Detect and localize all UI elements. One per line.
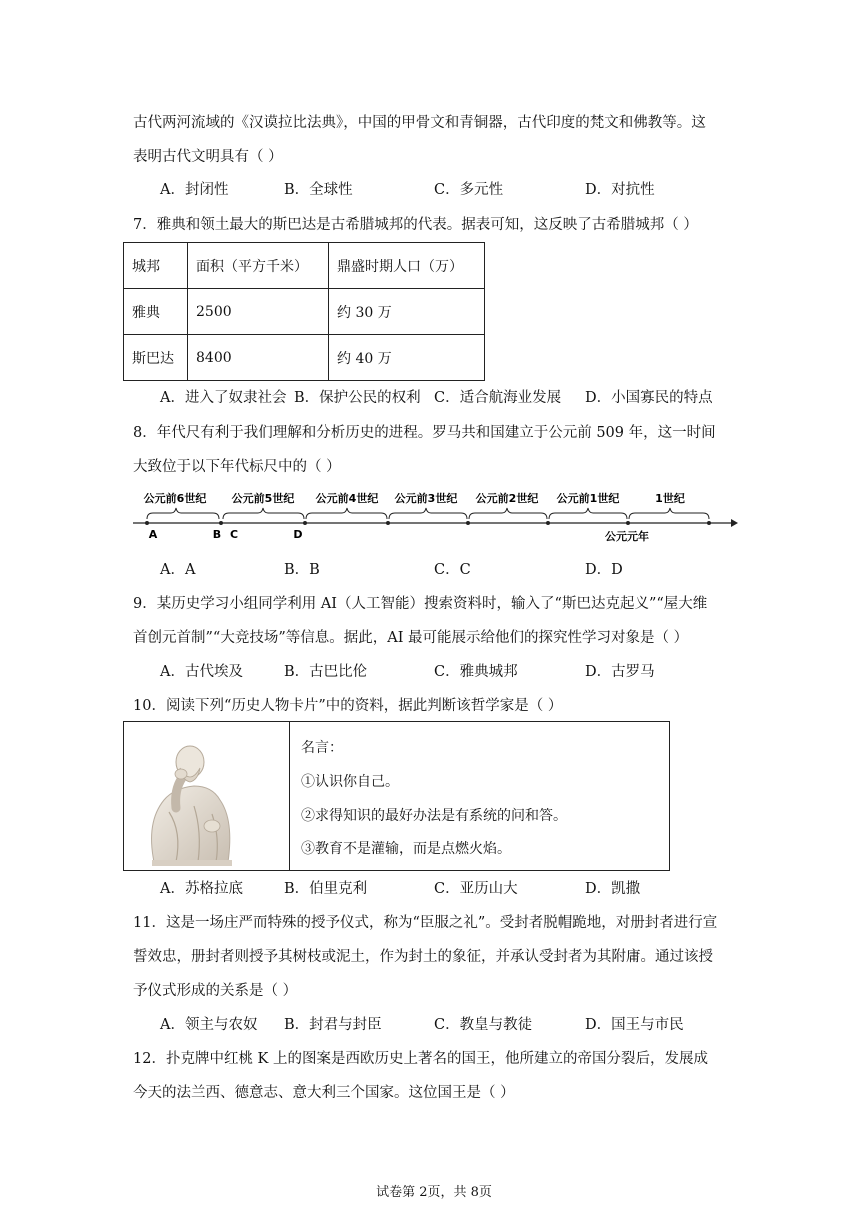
- q9-stem-line1: 9．某历史学习小组同学利用 AI（人工智能）搜索资料时，输入了“斯巴达克起义”“屋大维: [133, 596, 708, 612]
- q11-stem-line3: 予仪式形成的关系是（ ）: [133, 983, 298, 999]
- q6-option-d: D．对抗性: [585, 182, 655, 198]
- q9-option-d: D．古罗马: [585, 664, 655, 680]
- marker-a: A: [148, 528, 158, 541]
- table-cell: 约 40 万: [329, 335, 485, 381]
- century-braces: [147, 508, 709, 519]
- table-cell: 约 30 万: [329, 289, 485, 335]
- q12-stem-line1: 12．扑克牌中红桃 K 上的图案是西欧历史上著名的国王，他所建立的帝国分裂后，发展成: [133, 1051, 708, 1067]
- philosopher-statue-image: [124, 722, 289, 870]
- q8-option-d: D．D: [585, 562, 623, 578]
- q6-options: [160, 180, 760, 200]
- q11-option-d: D．国王与市民: [585, 1017, 684, 1033]
- q8-option-a: A．A: [160, 562, 196, 578]
- q8-option-b: B．B: [284, 562, 320, 578]
- philosopher-portrait-cell: [124, 722, 290, 870]
- q11-option-a: A．领主与农奴: [160, 1017, 258, 1033]
- timeline-arrow: [731, 519, 738, 527]
- century-label: 公元前3世纪: [394, 492, 458, 505]
- century-label: 公元前5世纪: [231, 492, 295, 505]
- century-label: 公元前4世纪: [315, 492, 379, 505]
- table-header-row: [124, 243, 485, 289]
- timeline-ruler: [133, 486, 738, 546]
- page-footer: 试卷第 2页，共 8页: [376, 1185, 492, 1200]
- city-table: [123, 242, 485, 381]
- q7-option-c: C．适合航海业发展: [434, 390, 562, 406]
- q7-option-a: A．进入了奴隶社会: [160, 390, 287, 406]
- q7-option-d: D．小国寡民的特点: [585, 390, 713, 406]
- marker-b: B: [212, 528, 222, 541]
- q10-option-d: D．凯撒: [585, 881, 641, 897]
- q8-option-c: C．C: [434, 562, 471, 578]
- table-cell: 斯巴达: [124, 335, 188, 381]
- q10-option-b: B．伯里克利: [284, 881, 368, 897]
- q10-options: [160, 879, 760, 899]
- table-header-cell: 城邦: [124, 243, 188, 289]
- epoch-label: 公元元年: [605, 530, 649, 543]
- q11-stem-line1: 11．这是一场庄严而特殊的授予仪式，称为“臣服之礼”。受封者脱帽跪地，对册封者进行宣: [133, 915, 718, 931]
- marker-d: D: [293, 528, 303, 541]
- table-cell: 2500: [188, 289, 329, 335]
- q9-option-c: C．雅典城邦: [434, 664, 518, 680]
- q11-options: [160, 1015, 760, 1035]
- q7-stem: 7．雅典和领土最大的斯巴达是古希腊城邦的代表。据表可知，这反映了古希腊城邦（ ）: [133, 217, 698, 233]
- q9-option-b: B．古巴比伦: [284, 664, 368, 680]
- card-quote-3: ③教育不是灌输，而是点燃火焰。: [301, 841, 511, 857]
- q9-option-a: A．古代埃及: [160, 664, 243, 680]
- q7-options: [160, 388, 760, 408]
- century-label: 公元前1世纪: [556, 492, 620, 505]
- table-header-cell: 鼎盛时期人口（万）: [329, 243, 485, 289]
- q8-stem-line1: 8．年代尺有利于我们理解和分析历史的进程。罗马共和国建立于公元前 509 年，这一时间: [133, 425, 716, 441]
- century-label: 公元前6世纪: [143, 492, 207, 505]
- table-row: [124, 289, 485, 335]
- card-quote-2: ②求得知识的最好办法是有系统的问和答。: [301, 808, 567, 824]
- q6-option-c: C．多元性: [434, 182, 504, 198]
- table-row: [124, 335, 485, 381]
- q9-stem-line2: 首创元首制”“大竞技场”等信息。据此，AI 最可能展示给他们的探究性学习对象是（ ）: [133, 630, 689, 646]
- q11-option-c: C．教皇与教徒: [434, 1017, 533, 1033]
- q12-stem-line2: 今天的法兰西、德意志、意大利三个国家。这位国王是（ ）: [133, 1085, 515, 1101]
- q11-option-b: B．封君与封臣: [284, 1017, 382, 1033]
- q11-stem-line2: 誓效忠，册封者则授予其树枝或泥土，作为封土的象征，并承认受封者为其附庸。通过该授: [133, 949, 713, 965]
- q6-option-a: A．封闭性: [160, 182, 229, 198]
- q10-option-c: C．亚历山大: [434, 881, 518, 897]
- q9-options: [160, 662, 760, 682]
- q6-stem-line2: 表明古代文明具有（ ）: [133, 149, 283, 165]
- person-card: [123, 721, 670, 871]
- q10-stem: 10．阅读下列“历史人物卡片”中的资料，据此判断该哲学家是（ ）: [133, 698, 563, 714]
- table-cell: 雅典: [124, 289, 188, 335]
- q8-stem-line2: 大致位于以下年代标尺中的（ ）: [133, 459, 341, 475]
- marker-c: C: [229, 528, 239, 541]
- table-header-cell: 面积（平方千米）: [188, 243, 329, 289]
- q6-stem-line1: 古代两河流域的《汉谟拉比法典》，中国的甲骨文和青铜器，古代印度的梵文和佛教等。这: [133, 115, 706, 131]
- century-label: 公元前2世纪: [475, 492, 539, 505]
- q8-options: [160, 560, 760, 580]
- q10-option-a: A．苏格拉底: [160, 881, 243, 897]
- table-cell: 8400: [188, 335, 329, 381]
- card-title: 名言：: [301, 740, 343, 756]
- card-quote-1: ①认识你自己。: [301, 774, 399, 790]
- q6-option-b: B．全球性: [284, 182, 353, 198]
- q7-option-b: B．保护公民的权利: [294, 390, 421, 406]
- century-label: 1世纪: [655, 492, 685, 505]
